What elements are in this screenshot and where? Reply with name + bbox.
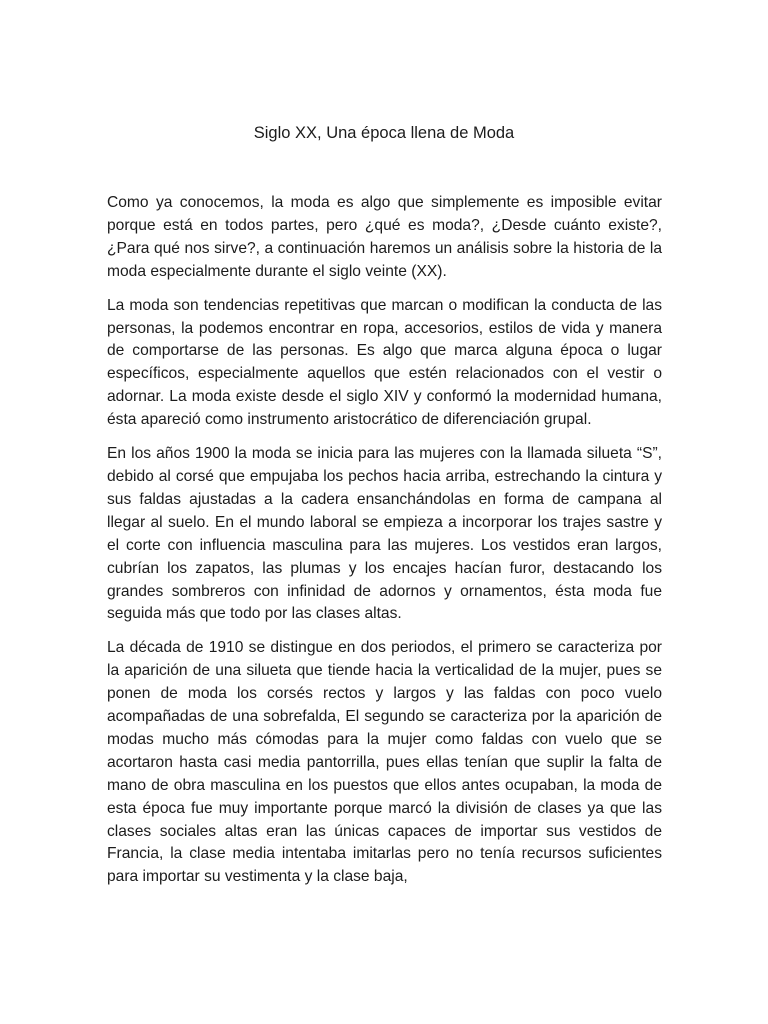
paragraph-1910s: La década de 1910 se distingue en dos periodos, el primero se caracteriza por la aparición de una silueta que tiende hacia la verticalidad de la mujer, pues se ponen de moda los corsés rectos y largos y las faldas con poco vuelo acompañadas de una sobrefalda, El segundo se caracteriza por la aparición de modas mucho más cómodas para la mujer como faldas con vuelo que se acortaron hasta casi media pantorrilla, pues ellas tenían que suplir la falta de mano de obra masculina en los puestos que ellos antes ocupaban, la moda de esta época fue muy importante porque marcó la división de clases ya que las clases sociales altas eran las únicas capaces de importar sus vestidos de Francia, la clase media intentaba imitarlas pero no tenía recursos suficientes para importar su vestimenta y la clase baja, — [107, 639, 662, 886]
document-body — [107, 192, 662, 900]
paragraph-1900s: En los años 1900 la moda se inicia para las mujeres con la llamada silueta “S”, debido al corsé que empujaba los pechos hacia arriba, estrechando la cintura y sus faldas ajustadas a la cadera ensanchándolas en forma de campana al llegar al suelo. En el mundo laboral se empieza a incorporar los trajes sastre y el corte con influencia masculina para las mujeres. Los vestidos eran largos, cubrían los zapatos, las plumas y los encajes hacían furor, destacando los grandes sombreros con infinidad de adornos y ornamentos, ésta moda fue seguida más que todo por las clases altas. — [107, 445, 662, 623]
paragraph-intro: Como ya conocemos, la moda es algo que simplemente es imposible evitar porque está en todos partes, pero ¿qué es moda?, ¿Desde cuánto existe?, ¿Para qué nos sirve?, a continuación haremos un análisis sobre la historia de la moda especialmente durante el siglo veinte (XX). — [107, 194, 662, 280]
paragraph-definition: La moda son tendencias repetitivas que marcan o modifican la conducta de las personas, la podemos encontrar en ropa, accesorios, estilos de vida y manera de comportarse de las personas. Es algo que marca alguna época o lugar específicos, especialmente aquellos que estén relacionados con el vestir o adornar. La moda existe desde el siglo XIV y conformó la modernidad humana, ésta apareció como instrumento aristocrático de diferenciación grupal. — [107, 296, 662, 429]
document-title: Siglo XX, Una época llena de Moda — [253, 124, 515, 142]
